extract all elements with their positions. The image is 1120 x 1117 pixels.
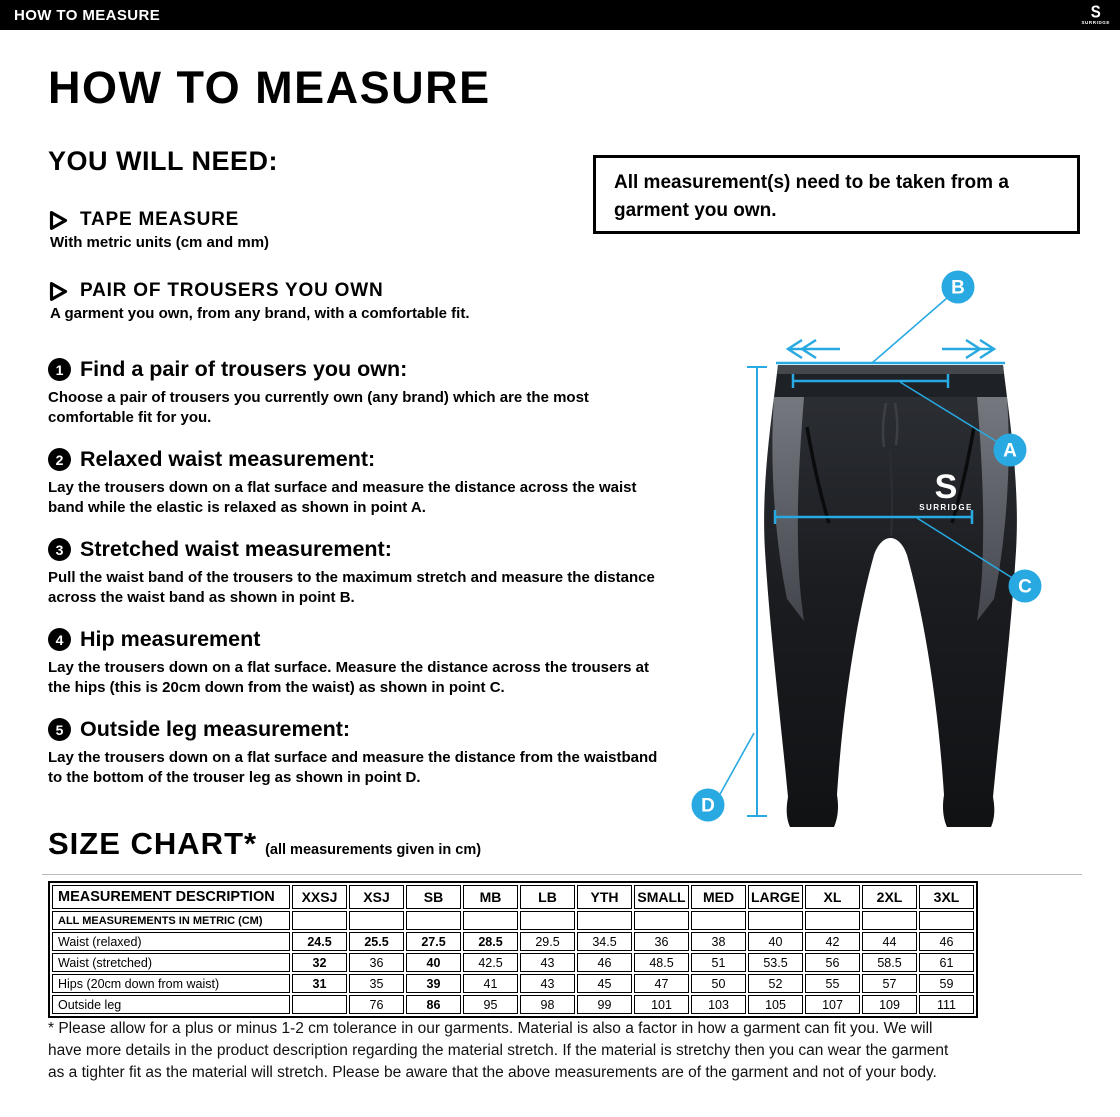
table-header-row (52, 885, 974, 909)
empty-cell (577, 911, 632, 930)
surridge-logo (1081, 2, 1110, 26)
measurement-value-cell: 25.5 (349, 932, 404, 951)
empty-cell (919, 911, 974, 930)
need-item-name: PAIR OF TROUSERS YOU OWN (80, 280, 384, 301)
step-number-badge: 3 (48, 538, 71, 561)
size-column-header: LB (520, 885, 575, 909)
step-title: Hip measurement (80, 627, 261, 651)
measurement-value-cell: 27.5 (406, 932, 461, 951)
measurement-value-cell: 36 (634, 932, 689, 951)
need-item-trousers (48, 280, 628, 322)
step-number-badge: 1 (48, 358, 71, 381)
measurement-label-cell: Outside leg (52, 995, 290, 1014)
divider-line (42, 874, 1082, 875)
triangle-bullet-icon (48, 281, 69, 302)
measurement-value-cell: 40 (406, 953, 461, 972)
size-chart-subtitle: (all measurements given in cm) (265, 842, 482, 858)
empty-cell (463, 911, 518, 930)
surridge-logo-wordmark: SURRIDGE (1081, 20, 1110, 25)
measurement-value-cell: 109 (862, 995, 917, 1014)
empty-cell (862, 911, 917, 930)
size-chart-heading (48, 826, 481, 862)
measurement-value-cell: 31 (292, 974, 347, 993)
measurement-value-cell: 99 (577, 995, 632, 1014)
measurement-value-cell: 43 (520, 953, 575, 972)
need-item-detail: With metric units (cm and mm) (50, 234, 270, 251)
empty-cell (520, 911, 575, 930)
you-will-need-heading: YOU WILL NEED: (48, 146, 279, 176)
measurement-value-cell: 28.5 (463, 932, 518, 951)
size-column-header: XL (805, 885, 860, 909)
measurement-value-cell: 42.5 (463, 953, 518, 972)
measurement-value-cell: 40 (748, 932, 803, 951)
measurement-value-cell: 47 (634, 974, 689, 993)
top-bar-title: HOW TO MEASURE (14, 6, 161, 24)
step-body: Lay the trousers down on a flat surface. Measure the distance across the trousers at the hips (this is 20cm down from the waist) as shown in point C. (48, 659, 650, 697)
empty-cell (349, 911, 404, 930)
garment-logo-wordmark: SURRIDGE (919, 503, 973, 512)
measurement-value-cell: 56 (805, 953, 860, 972)
step-4 (48, 627, 658, 697)
measurement-value-cell: 34.5 (577, 932, 632, 951)
measurement-value-cell: 50 (691, 974, 746, 993)
empty-cell (691, 911, 746, 930)
triangle-bullet-icon (48, 210, 69, 231)
need-item-tape-measure (48, 209, 628, 251)
step-body: Lay the trousers down on a flat surface and measure the distance across the waist band while the elastic is relaxed as shown in point A. (48, 479, 637, 517)
measurement-value-cell: 36 (349, 953, 404, 972)
measurement-value-cell: 86 (406, 995, 461, 1014)
measurement-value-cell: 35 (349, 974, 404, 993)
metric-note-row (52, 911, 974, 930)
measure-steps (48, 357, 658, 807)
measurement-value-cell: 59 (919, 974, 974, 993)
size-chart-title: SIZE CHART* (48, 826, 258, 861)
step-number-badge: 5 (48, 718, 71, 741)
measurement-label-cell: Waist (relaxed) (52, 932, 290, 951)
measurement-value-cell: 45 (577, 974, 632, 993)
measurement-value-cell: 24.5 (292, 932, 347, 951)
size-column-header: MB (463, 885, 518, 909)
garment-logo-s-icon: S (934, 468, 958, 506)
table-row (52, 932, 974, 951)
measurement-value-cell: 32 (292, 953, 347, 972)
measurement-value-cell: 48.5 (634, 953, 689, 972)
step-number-badge: 4 (48, 628, 71, 651)
size-column-header: XXSJ (292, 885, 347, 909)
empty-cell (634, 911, 689, 930)
measurement-label-cell: Waist (stretched) (52, 953, 290, 972)
marker-label-d: D (701, 795, 715, 817)
measurement-value-cell: 38 (691, 932, 746, 951)
size-column-header: 2XL (862, 885, 917, 909)
empty-cell (292, 911, 347, 930)
measurement-value-cell: 42 (805, 932, 860, 951)
step-body: Choose a pair of trousers you currently own (any brand) which are the most comfortable fit for you. (48, 389, 589, 427)
size-column-header: MED (691, 885, 746, 909)
measurement-value-cell: 39 (406, 974, 461, 993)
step-number-badge: 2 (48, 448, 71, 471)
step-1 (48, 357, 658, 427)
table-row (52, 995, 974, 1014)
trousers-measurement-diagram (690, 255, 1120, 855)
marker-label-b: B (951, 277, 965, 299)
step-title: Stretched waist measurement: (80, 537, 392, 561)
empty-cell (805, 911, 860, 930)
measurement-value-cell: 52 (748, 974, 803, 993)
measurement-value-cell: 103 (691, 995, 746, 1014)
top-bar (0, 0, 1120, 30)
measurement-label-cell: Hips (20cm down from waist) (52, 974, 290, 993)
size-column-header: SMALL (634, 885, 689, 909)
trousers-graphic (764, 365, 1017, 827)
table-row (52, 974, 974, 993)
measurement-value-cell: 51 (691, 953, 746, 972)
measurement-value-cell: 57 (862, 974, 917, 993)
empty-cell (748, 911, 803, 930)
measurement-value-cell: 111 (919, 995, 974, 1014)
measurement-value-cell: 76 (349, 995, 404, 1014)
measurement-value-cell: 58.5 (862, 953, 917, 972)
marker-label-c: C (1018, 576, 1032, 598)
measurement-value-cell: 95 (463, 995, 518, 1014)
measurement-value-cell: 41 (463, 974, 518, 993)
measurement-value-cell: 101 (634, 995, 689, 1014)
table-row (52, 953, 974, 972)
measurement-value-cell: 46 (577, 953, 632, 972)
measurement-value-cell: 105 (748, 995, 803, 1014)
measurement-value-cell: 43 (520, 974, 575, 993)
marker-label-a: A (1003, 440, 1017, 462)
step-body: Pull the waist band of the trousers to the maximum stretch and measure the distance across the waist band as shown in point B. (48, 569, 655, 607)
measurement-value-cell (292, 995, 347, 1014)
measurement-value-cell: 53.5 (748, 953, 803, 972)
step-title: Outside leg measurement: (80, 717, 351, 741)
you-will-need-list (48, 209, 628, 351)
size-column-header: SB (406, 885, 461, 909)
need-item-name: TAPE MEASURE (80, 209, 240, 230)
step-body: Lay the trousers down on a flat surface and measure the distance from the waistband to the bottom of the trouser leg as shown in point D. (48, 749, 658, 787)
size-column-header: XSJ (349, 885, 404, 909)
measurement-value-cell: 55 (805, 974, 860, 993)
step-2 (48, 447, 658, 517)
trousers-illustration (690, 255, 1120, 855)
measurement-value-cell: 29.5 (520, 932, 575, 951)
step-3 (48, 537, 658, 607)
step-title: Relaxed waist measurement: (80, 447, 376, 471)
need-item-detail: A garment you own, from any brand, with a comfortable fit. (50, 305, 470, 322)
measurement-value-cell: 61 (919, 953, 974, 972)
size-column-header: LARGE (748, 885, 803, 909)
metric-note-cell: ALL MEASUREMENTS IN METRIC (CM) (52, 911, 290, 930)
step-title: Find a pair of trousers you own: (80, 357, 408, 381)
measurement-value-cell: 44 (862, 932, 917, 951)
measurement-value-cell: 98 (520, 995, 575, 1014)
page-title: HOW TO MEASURE (48, 62, 491, 113)
surridge-logo-s-icon: S (1090, 2, 1101, 22)
measurement-note-box: All measurement(s) need to be taken from a garment you own. (593, 155, 1080, 234)
size-chart-table (48, 881, 978, 1018)
size-column-header: YTH (577, 885, 632, 909)
empty-cell (406, 911, 461, 930)
step-5 (48, 717, 658, 787)
measurement-description-header: MEASUREMENT DESCRIPTION (52, 885, 290, 909)
size-column-header: 3XL (919, 885, 974, 909)
tolerance-footnote: * Please allow for a plus or minus 1-2 cm tolerance in our garments. Material is also a factor in how a garment can fit you. We will have more details in the product description regarding the material stretch. If the material is stretchy then you can wear the garment as a tighter fit as the material will stretch. Please be aware that the above measurements are of the garment and not of your body. (48, 1020, 949, 1081)
measurement-value-cell: 46 (919, 932, 974, 951)
measurement-value-cell: 107 (805, 995, 860, 1014)
